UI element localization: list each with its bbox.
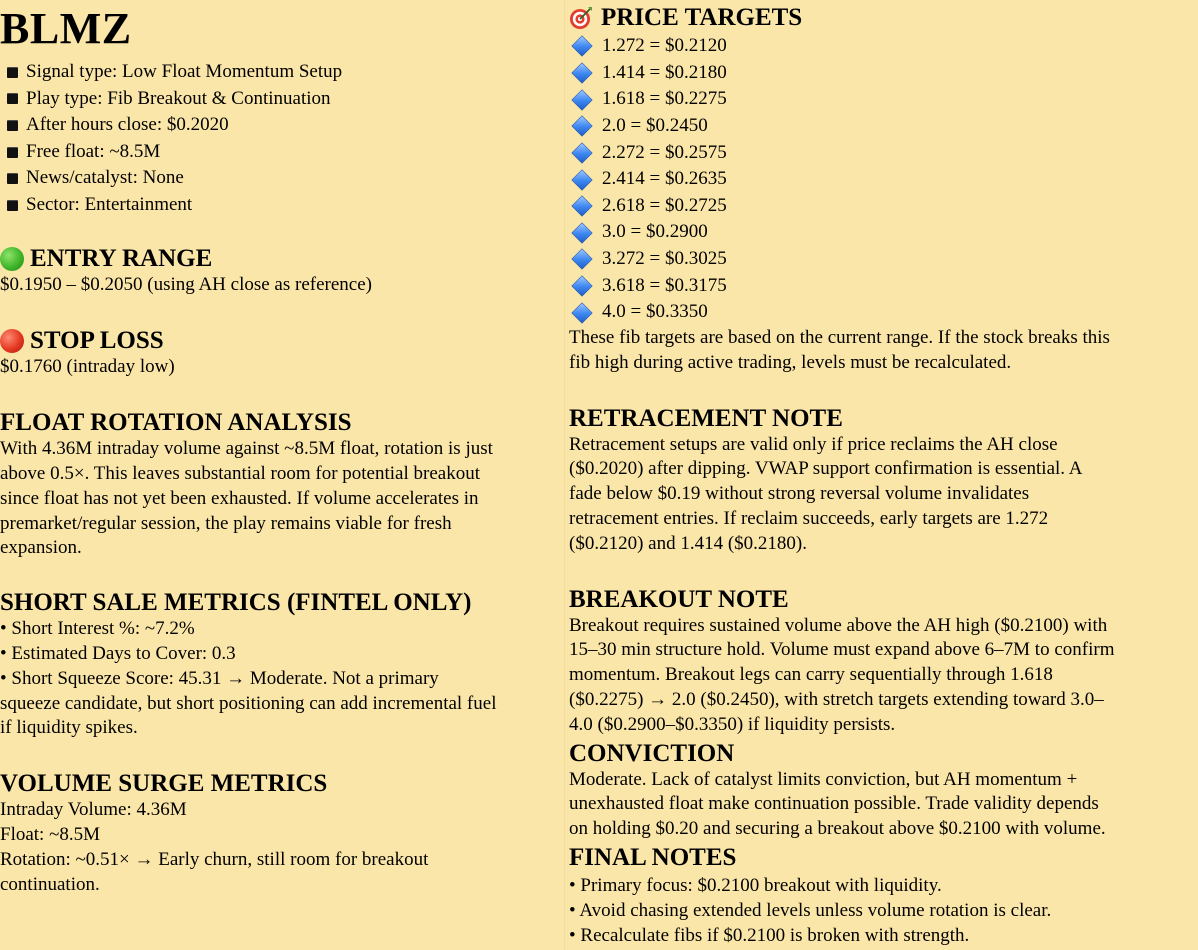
short-sale-line: • Short Interest %: ~7.2%	[0, 618, 195, 640]
summary-item	[0, 139, 564, 166]
fib-target-item	[569, 299, 1198, 326]
short-sale-heading: SHORT SALE METRICS (FINTEL ONLY)	[0, 589, 472, 617]
volume-surge-line: Float: ~8.5M	[0, 823, 101, 845]
conviction-line: unexhausted float make continuation possible. Trade validity depends	[569, 793, 1099, 815]
black-square-icon	[7, 200, 18, 211]
conviction-heading: CONVICTION	[569, 739, 735, 767]
retracement-line: fade below $0.19 without strong reversal volume invalidates	[569, 483, 1030, 505]
breakout-heading: BREAKOUT NOTE	[569, 585, 789, 613]
conviction-line: Moderate. Lack of catalyst limits conviction, but AH momentum +	[569, 768, 1078, 790]
final-note-item: • Recalculate fibs if $0.2100 is broken with strength.	[569, 924, 970, 946]
fib-target-item	[569, 140, 1198, 167]
fib-target-item	[569, 113, 1198, 140]
float-rotation-line: expansion.	[0, 537, 82, 559]
float-rotation-line: above 0.5×. This leaves substantial room for potential breakout	[0, 462, 480, 484]
breakout-line: Breakout requires sustained volume above the AH high ($0.2100) with	[569, 614, 1108, 636]
summary-list	[0, 59, 564, 219]
red-circle-icon	[0, 329, 24, 353]
fib-target-text: 2.618 = $0.2725	[602, 194, 727, 216]
retracement-line: ($0.2120) and 1.414 ($0.2180).	[569, 532, 807, 554]
blue-diamond-icon	[572, 143, 592, 163]
summary-item-text: After hours close: $0.2020	[26, 114, 229, 136]
black-square-icon	[7, 67, 18, 78]
green-circle-icon	[0, 247, 24, 271]
volume-surge-line: continuation.	[0, 873, 100, 895]
short-sale-body	[0, 617, 564, 741]
stop-loss-heading	[0, 327, 564, 355]
price-targets-heading	[569, 4, 1198, 32]
fib-target-item	[569, 273, 1198, 300]
short-sale-line: • Estimated Days to Cover: 0.3	[0, 642, 236, 664]
breakout-line: momentum. Breakout legs can carry sequentially through 1.618	[569, 664, 1053, 686]
short-sale-line: • Short Squeeze Score: 45.31 → Moderate. Not a primary	[0, 667, 439, 689]
price-targets-heading-text: PRICE TARGETS	[601, 4, 803, 31]
fib-target-item	[569, 246, 1198, 273]
blue-diamond-icon	[572, 116, 592, 136]
breakout-body	[569, 614, 1198, 738]
right-column	[569, 0, 1198, 948]
volume-surge-heading: VOLUME SURGE METRICS	[0, 770, 328, 798]
fib-target-list	[569, 33, 1198, 326]
fib-note-line: These fib targets are based on the current range. If the stock breaks this	[569, 327, 1110, 349]
breakout-line: ($0.2275) → 2.0 ($0.2450), with stretch targets extending toward 3.0–	[569, 689, 1104, 711]
fib-target-item	[569, 86, 1198, 113]
final-notes-heading: FINAL NOTES	[569, 844, 737, 871]
blue-diamond-icon	[572, 250, 592, 270]
summary-item	[0, 59, 564, 86]
final-notes-list	[569, 874, 1198, 948]
stop-loss-text: $0.1760 (intraday low)	[0, 356, 175, 378]
float-rotation-heading: FLOAT ROTATION ANALYSIS	[0, 409, 352, 437]
black-square-icon	[7, 120, 18, 131]
fib-target-text: 3.0 = $0.2900	[602, 221, 708, 243]
summary-item	[0, 165, 564, 192]
volume-surge-line: Intraday Volume: 4.36M	[0, 799, 187, 821]
fib-target-item	[569, 219, 1198, 246]
float-rotation-line: premarket/regular session, the play remains viable for fresh	[0, 512, 452, 534]
fib-target-item	[569, 33, 1198, 60]
black-square-icon	[7, 93, 18, 104]
summary-item-text: Sector: Entertainment	[26, 193, 193, 215]
fib-target-text: 2.272 = $0.2575	[602, 141, 727, 163]
blue-diamond-icon	[572, 276, 592, 296]
float-rotation-line: With 4.36M intraday volume against ~8.5M float, rotation is just	[0, 438, 493, 460]
conviction-body	[569, 768, 1198, 842]
fib-target-text: 4.0 = $0.3350	[602, 301, 708, 323]
summary-item	[0, 86, 564, 113]
fib-target-text: 1.414 = $0.2180	[602, 61, 727, 83]
blue-diamond-icon	[572, 90, 592, 110]
blue-diamond-icon	[572, 36, 592, 56]
retracement-heading: RETRACEMENT NOTE	[569, 404, 843, 432]
black-square-icon	[7, 173, 18, 184]
breakout-line: 4.0 ($0.2900–$0.3350) if liquidity persists.	[569, 713, 896, 735]
conviction-line: on holding $0.20 and securing a breakout above $0.2100 with volume.	[569, 818, 1106, 840]
summary-item-text: Free float: ~8.5M	[26, 140, 161, 162]
fib-target-text: 1.618 = $0.2275	[602, 88, 727, 110]
fib-target-item	[569, 166, 1198, 193]
black-square-icon	[7, 147, 18, 158]
final-note-item: • Avoid chasing extended levels unless volume rotation is clear.	[569, 899, 1052, 921]
fib-target-text: 3.618 = $0.3175	[602, 274, 727, 296]
fib-target-text: 1.272 = $0.2120	[602, 35, 727, 56]
summary-item	[0, 112, 564, 139]
final-note-item: • Primary focus: $0.2100 breakout with liquidity.	[569, 875, 942, 896]
stop-loss-heading-text: STOP LOSS	[30, 327, 164, 355]
short-sale-line: if liquidity spikes.	[0, 717, 138, 739]
fib-target-note	[569, 326, 1198, 376]
fib-target-item	[569, 60, 1198, 87]
target-icon	[569, 6, 593, 30]
entry-range-text: $0.1950 – $0.2050 (using AH close as reference)	[0, 273, 372, 295]
summary-item-text: Play type: Fib Breakout & Continuation	[26, 87, 331, 109]
summary-item-text: News/catalyst: None	[26, 167, 184, 189]
summary-item-text: Signal type: Low Float Momentum Setup	[26, 61, 343, 82]
blue-diamond-icon	[572, 170, 592, 190]
entry-range-heading-text: ENTRY RANGE	[30, 244, 213, 272]
blue-diamond-icon	[572, 303, 592, 323]
float-rotation-line: since float has not yet been exhausted. If volume accelerates in	[0, 487, 479, 509]
retracement-line: retracement entries. If reclaim succeeds, early targets are 1.272	[569, 508, 1049, 530]
fib-target-text: 2.414 = $0.2635	[602, 168, 727, 190]
blue-diamond-icon	[572, 63, 592, 83]
left-column	[0, 0, 564, 897]
short-sale-line: squeeze candidate, but short positioning can add incremental fuel	[0, 692, 497, 714]
retracement-line: ($0.2020) after dipping. VWAP support confirmation is essential. A	[569, 458, 1083, 480]
fib-target-text: 3.272 = $0.3025	[602, 248, 727, 270]
column-divider	[564, 0, 565, 950]
entry-range-heading	[0, 245, 564, 273]
fib-target-text: 2.0 = $0.2450	[602, 114, 708, 136]
retracement-line: Retracement setups are valid only if price reclaims the AH close	[569, 433, 1058, 455]
fib-target-item	[569, 193, 1198, 220]
float-rotation-body	[0, 437, 564, 561]
summary-item	[0, 192, 564, 219]
blue-diamond-icon	[572, 196, 592, 216]
fib-note-line: fib high during active trading, levels must be recalculated.	[569, 351, 1012, 373]
retracement-body	[569, 433, 1198, 557]
ticker-title: BLMZ	[0, 4, 132, 53]
volume-surge-body	[0, 798, 564, 897]
blue-diamond-icon	[572, 223, 592, 243]
volume-surge-line: Rotation: ~0.51× → Early churn, still room for breakout	[0, 848, 429, 870]
breakout-line: 15–30 min structure hold. Volume must expand above 6–7M to confirm	[569, 639, 1115, 661]
